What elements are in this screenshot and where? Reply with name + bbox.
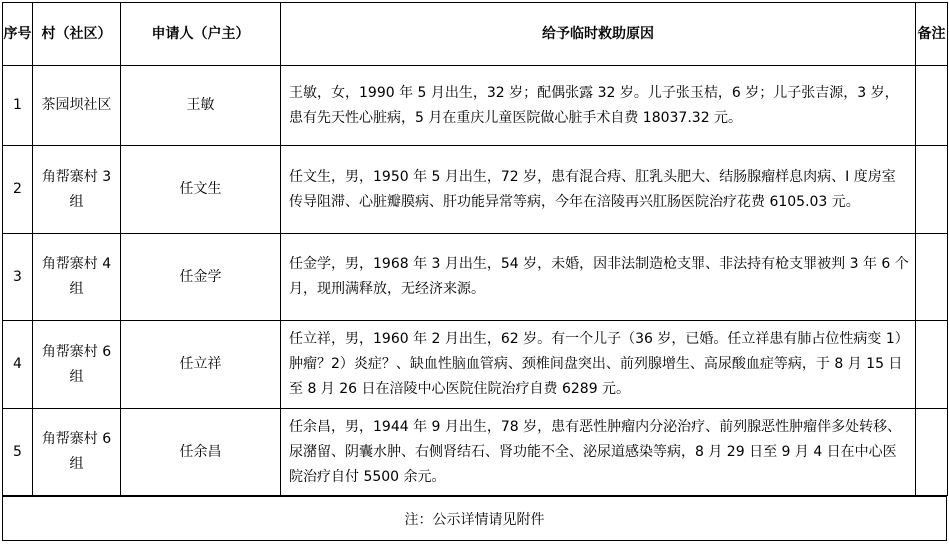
row-reason: 任立祥，男，1960 年 2 月出生，62 岁。有一个儿子（36 岁，已婚。任立祥患有肺占位性病变 1）肿瘤？2）炎症？、缺血性脑血管病、颈椎间盘突出、前列腺增生、高尿酸血症等病，于 8 月 15 日至 8 月 26 日在涪陵中心医院住院治疗自费 6289 元。 <box>281 321 916 409</box>
note-text: 注：公示详情请见附件 <box>404 511 545 528</box>
row-no: 3 <box>3 234 33 321</box>
row-applicant: 王敏 <box>121 66 281 146</box>
row-reason: 任余昌，男，1944 年 9 月出生，78 岁，患有恶性肿瘤内分泌治疗、前列腺恶性肿瘤伴多处转移、尿潴留、阴囊水肿、右侧肾结石、肾功能不全、泌尿道感染等病，8 月 29 日至 9 月 4 日在中心医院治疗自付 5500 余元。 <box>281 409 916 496</box>
row-no: 2 <box>3 146 33 234</box>
note-box <box>2 496 947 541</box>
row-applicant: 任文生 <box>121 146 281 234</box>
table-row <box>3 66 948 146</box>
row-village: 角帮寨村 6 组 <box>33 409 121 496</box>
header-reason: 给予临时救助原因 <box>281 3 916 66</box>
row-no: 5 <box>3 409 33 496</box>
table-row <box>3 321 948 409</box>
row-remark <box>916 146 948 234</box>
row-no: 1 <box>3 66 33 146</box>
table-row <box>3 234 948 321</box>
row-applicant: 任余昌 <box>121 409 281 496</box>
row-applicant: 任立祥 <box>121 321 281 409</box>
row-village: 角帮寨村 3 组 <box>33 146 121 234</box>
relief-table <box>2 2 948 496</box>
table-header-row <box>3 3 948 66</box>
table-row <box>3 146 948 234</box>
row-village: 角帮寨村 6 组 <box>33 321 121 409</box>
table-row <box>3 409 948 496</box>
row-remark <box>916 409 948 496</box>
header-remark: 备注 <box>916 3 948 66</box>
row-remark <box>916 321 948 409</box>
row-reason: 任文生，男，1950 年 5 月出生，72 岁，患有混合痔、肛乳头肥大、结肠腺瘤样息肉病、I 度房室传导阻滞、心脏瓣膜病、肝功能异常等病，今年在涪陵再兴肛肠医院治疗花费 6105.03 元。 <box>281 146 916 234</box>
row-remark <box>916 234 948 321</box>
row-applicant: 任金学 <box>121 234 281 321</box>
header-no: 序号 <box>3 3 33 66</box>
row-village: 角帮寨村 4 组 <box>33 234 121 321</box>
header-village: 村（社区） <box>33 3 121 66</box>
row-remark <box>916 66 948 146</box>
row-village: 茶园坝社区 <box>33 66 121 146</box>
header-applicant: 申请人（户主） <box>121 3 281 66</box>
row-no: 4 <box>3 321 33 409</box>
row-reason: 王敏，女，1990 年 5 月出生，32 岁；配偶张露 32 岁。儿子张玉桔，6 岁；儿子张吉源，3 岁，患有先天性心脏病，5 月在重庆儿童医院做心脏手术自费 18037.32 元。 <box>281 66 916 146</box>
row-reason: 任金学，男，1968 年 3 月出生，54 岁，未婚，因非法制造枪支罪、非法持有枪支罪被判 3 年 6 个月，现刑满释放，无经济来源。 <box>281 234 916 321</box>
